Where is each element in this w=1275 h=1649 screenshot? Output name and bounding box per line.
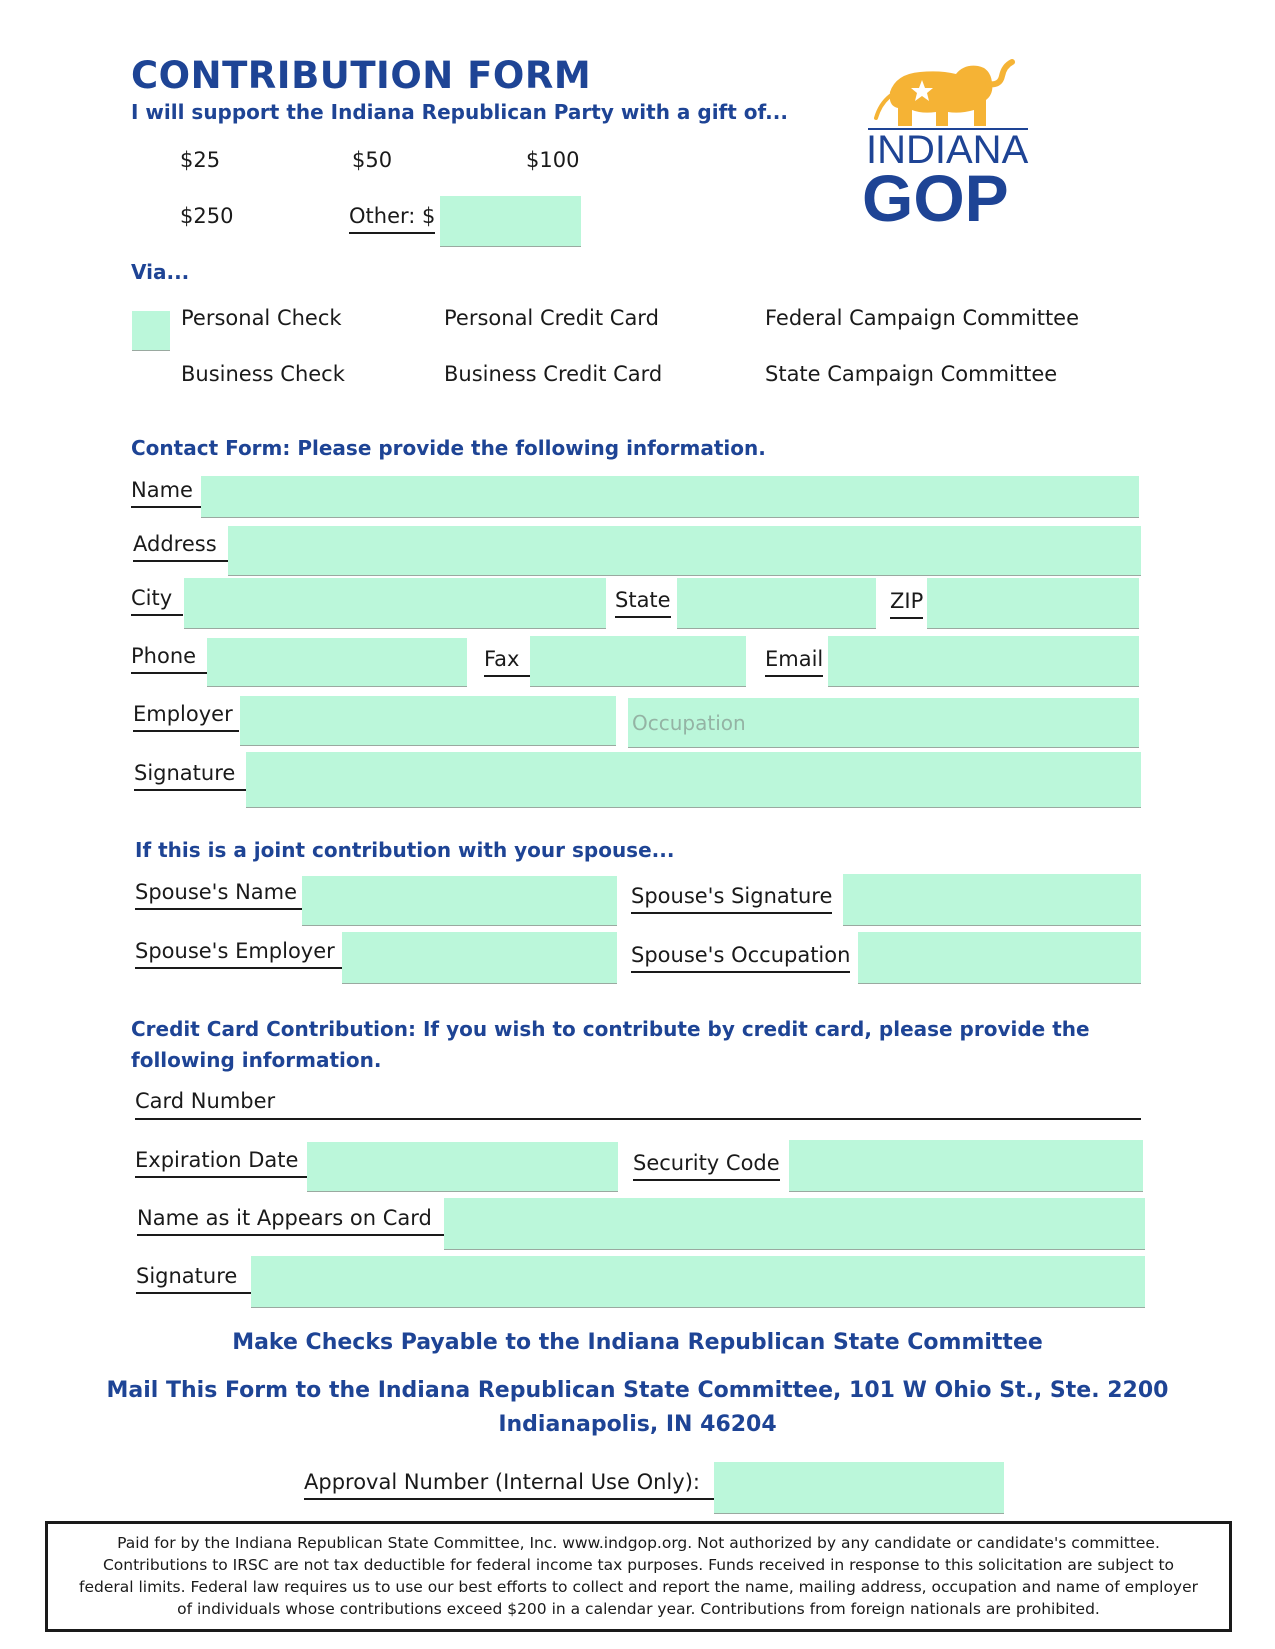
approval-number-field[interactable]	[714, 1462, 1004, 1514]
spouse-name-field[interactable]	[302, 876, 617, 926]
signature-input[interactable]	[246, 752, 1141, 807]
phone-input[interactable]	[207, 638, 467, 686]
card-signature-field[interactable]	[251, 1256, 1145, 1308]
via-heading: Via...	[131, 260, 190, 284]
expiration-input[interactable]	[307, 1142, 618, 1191]
address-input[interactable]	[228, 526, 1141, 575]
city-field[interactable]	[184, 578, 606, 629]
phone-label: Phone	[131, 644, 207, 674]
phone-field[interactable]	[207, 638, 467, 687]
employer-label: Employer	[133, 702, 239, 732]
mail-address-line1: Mail This Form to the Indiana Republican State Committee, 101 W Ohio St., Ste. 2200	[106, 1378, 1169, 1403]
spouse-employer-input[interactable]	[342, 932, 617, 983]
via-state-campaign-committee[interactable]: State Campaign Committee	[765, 362, 1058, 386]
state-field[interactable]	[677, 578, 876, 629]
spouse-occupation-input[interactable]	[858, 932, 1141, 983]
security-code-field[interactable]	[789, 1140, 1143, 1192]
credit-heading-line1: Credit Card Contribution: If you wish to contribute by credit card, please provide the	[131, 1017, 1090, 1041]
card-signature-input[interactable]	[251, 1256, 1145, 1307]
card-number-line[interactable]	[135, 1118, 1141, 1120]
spouse-employer-label: Spouse's Employer	[135, 939, 342, 969]
disclaimer-line-4: of individuals whose contributions exceed $200 in a calendar year. Contributions from foreign nationals are prohibited.	[177, 1600, 1100, 1618]
amount-other-label: Other: $	[349, 204, 435, 234]
personal-check-checkbox[interactable]	[132, 311, 170, 351]
indiana-gop-logo	[860, 56, 1040, 236]
spouse-occupation-label: Spouse's Occupation	[631, 943, 850, 973]
name-on-card-field[interactable]	[444, 1198, 1145, 1250]
card-number-label: Card Number	[135, 1089, 276, 1113]
address-field[interactable]	[228, 526, 1141, 576]
spouse-occupation-field[interactable]	[858, 932, 1141, 984]
signature-field[interactable]	[246, 752, 1141, 808]
legal-disclaimer	[45, 1521, 1232, 1632]
logo-line-indiana: INDIANA	[866, 128, 1029, 172]
page-title: CONTRIBUTION FORM	[131, 54, 592, 97]
state-label: State	[615, 588, 671, 618]
via-business-credit-card[interactable]: Business Credit Card	[444, 362, 663, 386]
city-input[interactable]	[184, 578, 606, 628]
zip-input[interactable]	[927, 578, 1139, 628]
employer-input[interactable]	[240, 696, 616, 745]
spouse-signature-label: Spouse's Signature	[631, 884, 832, 914]
security-code-label: Security Code	[633, 1151, 780, 1181]
amount-option-50[interactable]: $50	[352, 148, 393, 172]
occupation-field[interactable]	[628, 698, 1139, 748]
amount-option-100[interactable]: $100	[526, 148, 580, 172]
spouse-signature-input[interactable]	[843, 874, 1141, 925]
occupation-input[interactable]	[628, 698, 1139, 747]
zip-field[interactable]	[927, 578, 1139, 629]
fax-input[interactable]	[530, 636, 746, 686]
name-label: Name	[131, 478, 201, 508]
name-on-card-input[interactable]	[444, 1198, 1145, 1249]
elephant-icon	[860, 56, 1040, 136]
credit-heading-line2: following information.	[131, 1048, 382, 1072]
zip-label: ZIP	[890, 589, 923, 619]
via-business-check[interactable]: Business Check	[181, 362, 345, 386]
logo-line-gop: GOP	[862, 161, 1009, 235]
expiration-field[interactable]	[307, 1142, 618, 1192]
approval-number-input[interactable]	[714, 1462, 1004, 1513]
amount-other-input[interactable]	[440, 196, 581, 246]
via-federal-campaign-committee[interactable]: Federal Campaign Committee	[765, 306, 1080, 330]
spouse-heading: If this is a joint contribution with your spouse...	[135, 838, 675, 862]
spouse-name-label: Spouse's Name	[135, 880, 302, 910]
via-personal-check[interactable]: Personal Check	[181, 306, 342, 330]
expiration-label: Expiration Date	[135, 1148, 307, 1178]
email-field[interactable]	[828, 636, 1139, 687]
spouse-name-input[interactable]	[302, 876, 617, 925]
fax-label: Fax	[484, 647, 530, 677]
disclaimer-line-3: federal limits. Federal law requires us to use our best efforts to collect and report the name, mailing address, occupation and name of employer	[78, 1578, 1199, 1596]
page-subtitle: I will support the Indiana Republican Party with a gift of...	[131, 100, 788, 124]
state-input[interactable]	[677, 578, 876, 628]
disclaimer-line-1: Paid for by the Indiana Republican State Committee, Inc. www.indgop.org. Not authorized by any candidate or candidate's committee.	[117, 1534, 1160, 1552]
amount-option-25[interactable]: $25	[180, 148, 221, 172]
amount-other-field[interactable]	[440, 196, 581, 247]
approval-number-label: Approval Number (Internal Use Only):	[304, 1470, 714, 1500]
contact-heading: Contact Form: Please provide the following information.	[131, 436, 766, 460]
city-label: City	[131, 586, 183, 616]
fax-field[interactable]	[530, 636, 746, 687]
signature-label: Signature	[134, 761, 246, 791]
name-on-card-label: Name as it Appears on Card	[137, 1206, 444, 1236]
security-code-input[interactable]	[789, 1140, 1143, 1191]
email-input[interactable]	[828, 636, 1139, 686]
address-label: Address	[133, 532, 228, 562]
name-input[interactable]	[201, 476, 1139, 517]
disclaimer-line-2: Contributions to IRSC are not tax deductible for federal income tax purposes. Funds received in response to this solicitation are subject to	[102, 1556, 1175, 1574]
email-label: Email	[765, 647, 823, 677]
employer-field[interactable]	[240, 696, 616, 746]
spouse-signature-field[interactable]	[843, 874, 1141, 926]
checks-payable-text: Make Checks Payable to the Indiana Republican State Committee	[232, 1330, 1043, 1355]
via-personal-credit-card[interactable]: Personal Credit Card	[444, 306, 659, 330]
amount-option-250[interactable]: $250	[180, 204, 234, 228]
spouse-employer-field[interactable]	[342, 932, 617, 984]
mail-address-line2: Indianapolis, IN 46204	[498, 1412, 777, 1437]
name-field[interactable]	[201, 476, 1139, 518]
card-signature-label: Signature	[136, 1264, 251, 1294]
